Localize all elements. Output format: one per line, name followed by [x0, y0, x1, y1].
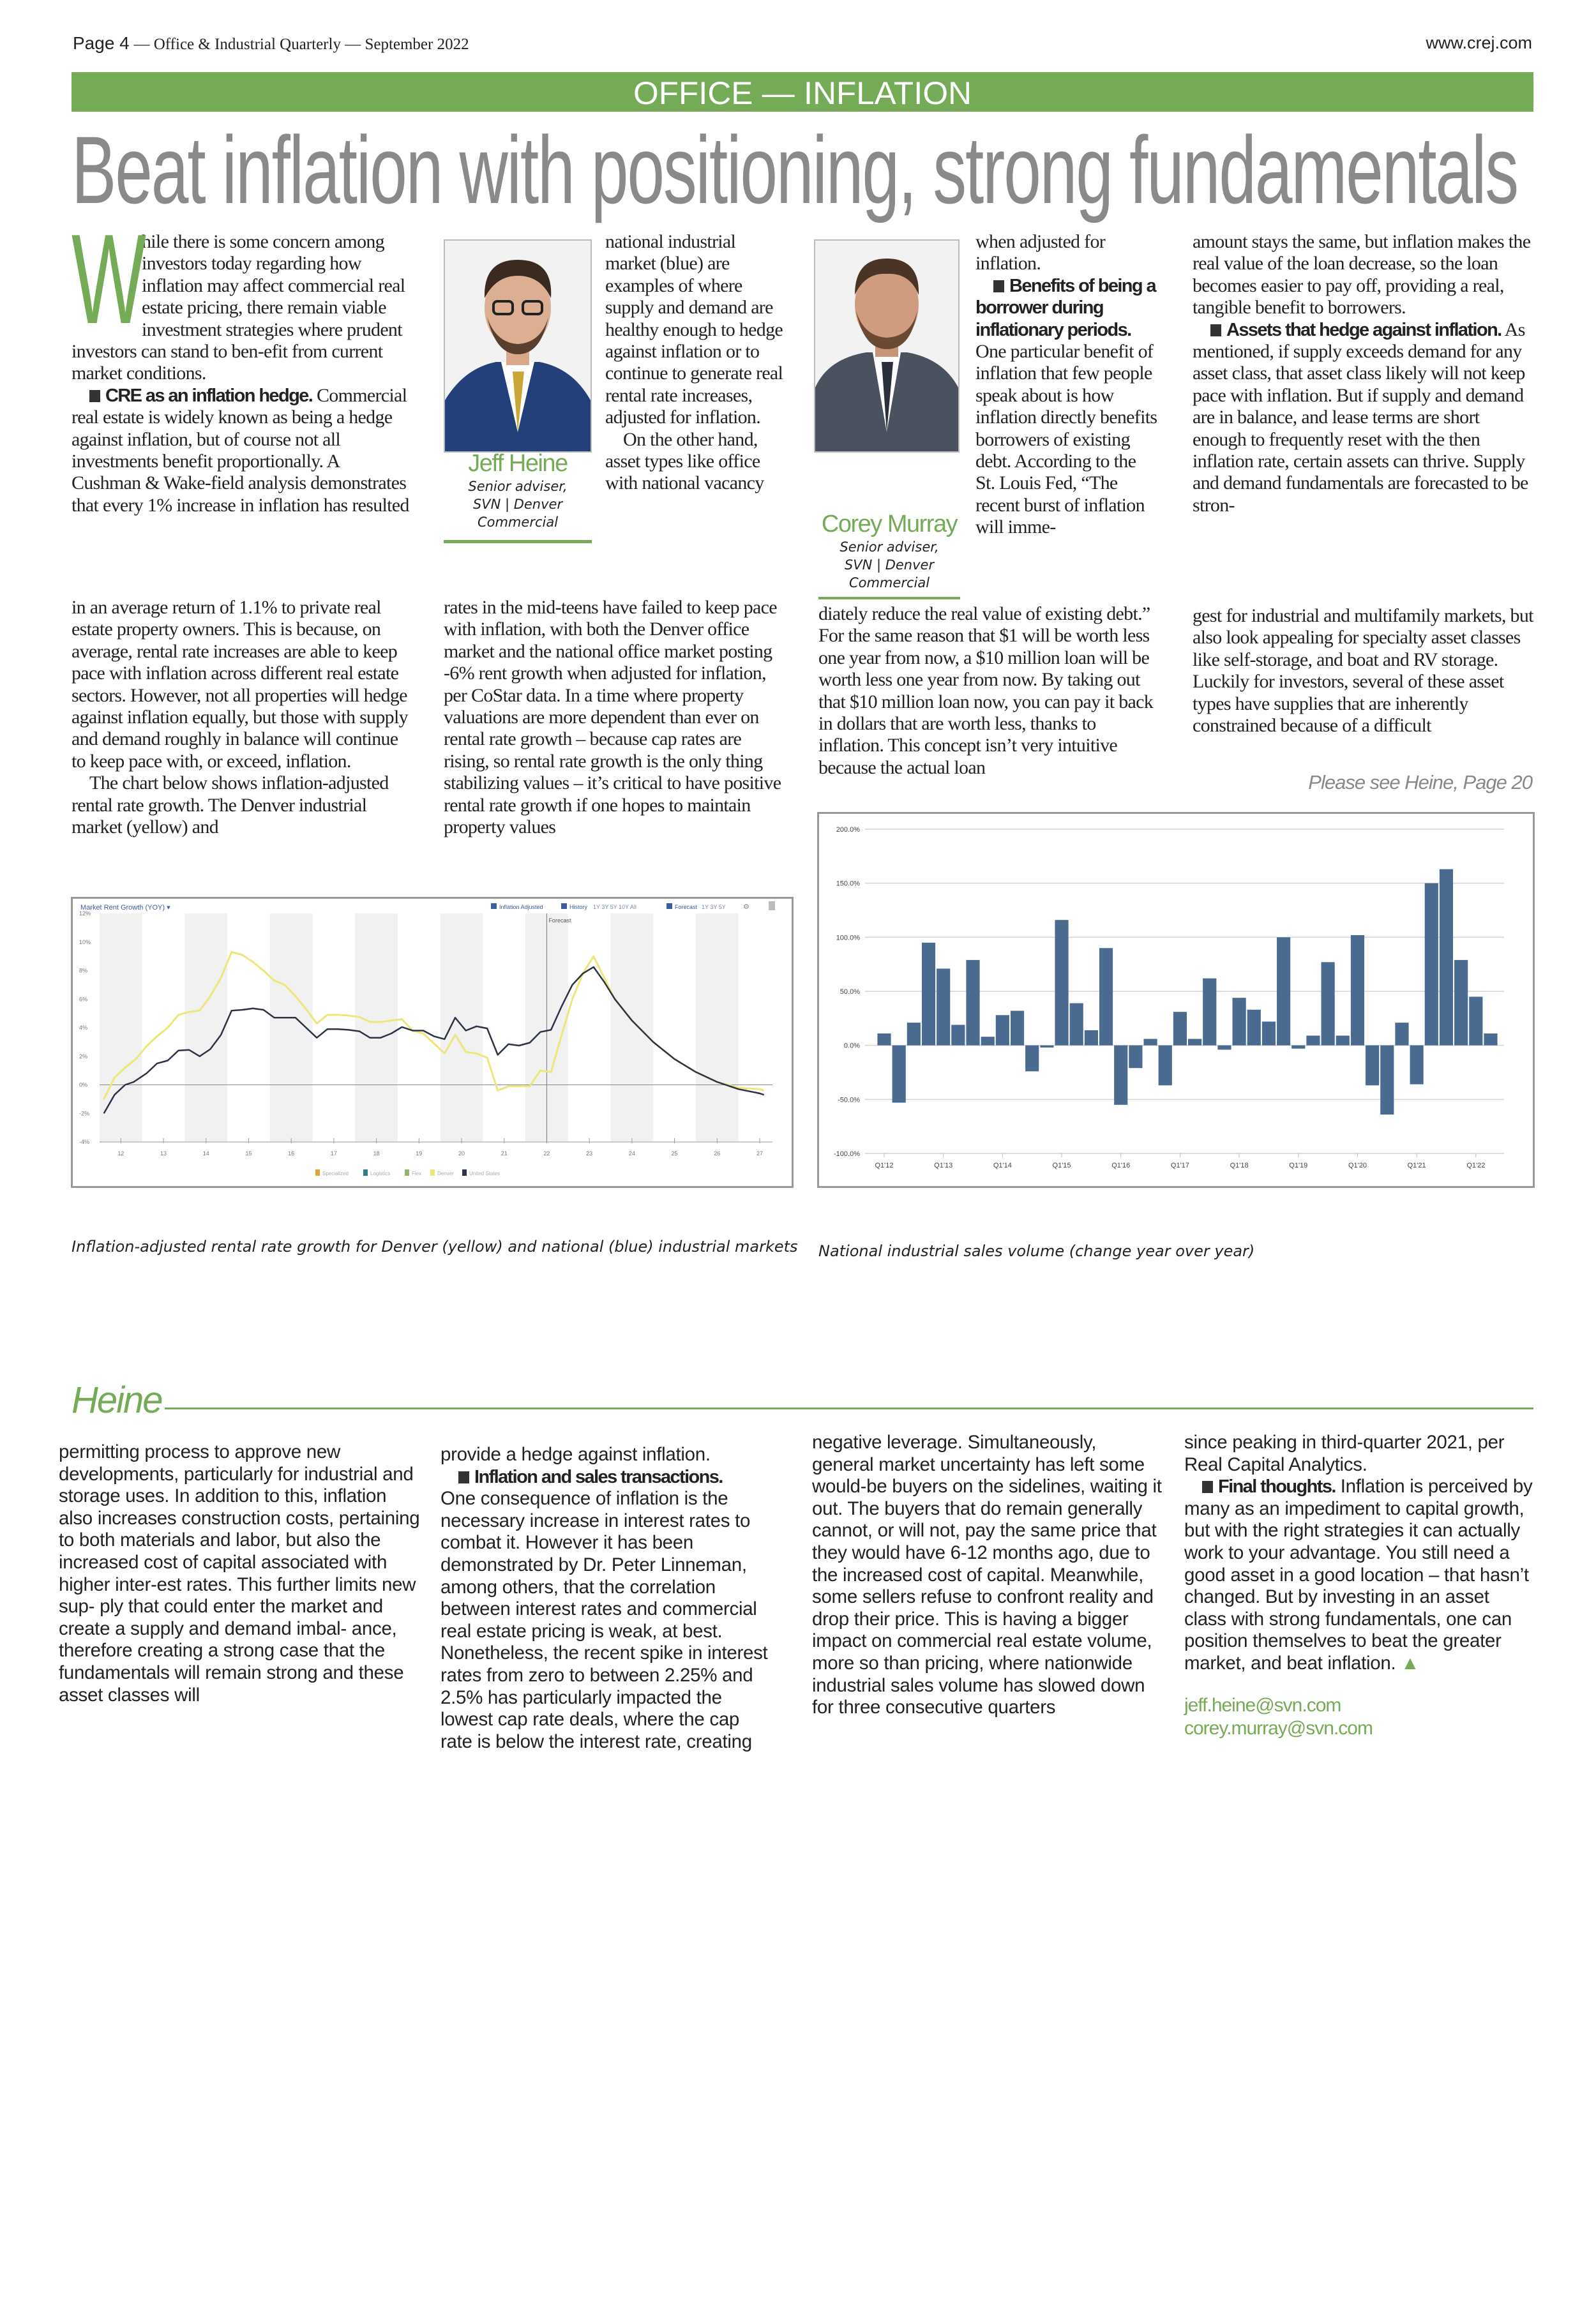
x-tick-label: Q1'12: [875, 1162, 894, 1169]
line-chart-caption: Inflation-adjusted rental rate growth for Denver (yellow) and national (blue) industrial markets: [72, 1238, 798, 1256]
checkbox-icon[interactable]: [666, 903, 672, 909]
article-column-4: [1193, 231, 1533, 516]
y-tick-label: 200.0%: [836, 826, 860, 834]
legend-swatch: [462, 1169, 467, 1176]
x-tick-label: 25: [671, 1150, 678, 1157]
forecast-label: Forecast: [548, 917, 571, 924]
paragraph: since peaking in third-quarter 2021, per Real Capital Analytics.: [1184, 1432, 1505, 1475]
article-column-5: [72, 597, 411, 838]
year-band: [100, 913, 142, 1142]
y-tick-label: 0%: [79, 1081, 88, 1088]
subhead: Inflation and sales transactions.: [474, 1466, 723, 1487]
bar-Q2'17: [1188, 1039, 1201, 1046]
bar-Q3'16: [1143, 1039, 1157, 1046]
subhead: Assets that hedge against inflation.: [1226, 319, 1502, 340]
year-band: [696, 913, 739, 1142]
continuation-column-4: [1184, 1432, 1534, 1740]
bar-Q3'18: [1262, 1021, 1276, 1045]
paragraph: One consequence of inflation is the necessary increase in interest rates to combat it. However it has been demonstrated by Dr. Peter Linneman, among others, that the correlation between interest rates and commercial real estate pricing is weak, at best. Nonetheless, the recent spike in interest rates from zero to between 2.25% and 2.5% has particularly impacted the lowest cap rate deals, where the cap rate is below the interest rate, creating: [440, 1488, 768, 1752]
x-tick-label: Q1'21: [1407, 1162, 1426, 1169]
author-photo-corey-murray: [814, 239, 960, 453]
bullet-square-icon: [1210, 324, 1221, 336]
author-title-line: Commercial: [848, 575, 930, 590]
bar-Q1'18: [1233, 998, 1246, 1046]
article-column-8: [1193, 605, 1533, 737]
website-link[interactable]: www.crej.com: [1426, 33, 1532, 52]
continuation-column-3: [812, 1432, 1162, 1719]
legend-label: United States: [469, 1171, 501, 1176]
rent-growth-line-chart: [71, 897, 794, 1188]
checkbox-icon[interactable]: [491, 903, 497, 909]
chart-controls: [491, 901, 775, 911]
legend-label: Specialized: [322, 1171, 349, 1176]
drop-cap: W: [72, 208, 146, 350]
bar-Q1'19: [1291, 1046, 1305, 1049]
paragraph: As mentioned, if supply exceeds demand for any asset class, that asset class likely will not keep pace with inflation. But if supply and demand are in balance, and lease terms are short enough to frequently reset with the then inflation rate, certain assets can thrive. Supply and demand fundamentals are forecasted to be stron-: [1193, 319, 1528, 516]
email-link-corey-murray[interactable]: corey.murray@svn.com: [1184, 1717, 1373, 1739]
paragraph: One particular benefit of inflation that few people speak about is how inflation directly benefits borrowers of existing debt. According to the St. Louis Fed, “The recent burst of inflation will imme-: [975, 341, 1157, 538]
x-tick-label: 20: [458, 1150, 465, 1157]
x-tick-label: Q1'20: [1348, 1162, 1367, 1169]
y-tick-label: 0.0%: [843, 1042, 860, 1050]
history-range-options[interactable]: 1Y 3Y 5Y 10Y All: [593, 904, 636, 910]
bar-Q4'18: [1277, 937, 1290, 1045]
bar-Q4'13: [981, 1037, 995, 1046]
bar-Q3'12: [907, 1023, 921, 1046]
bullet-square-icon: [89, 390, 100, 402]
bar-Q1'13: [937, 968, 950, 1045]
paragraph: negative leverage. Simultaneously, general market uncertainty has left some would-be buyers on the sidelines, waiting it out. The buyers that do remain generally cannot, or will not, pay the same price that they would have 6-12 months ago, due to the increased cost of capital. Meanwhile, some sellers refuse to confront reality and drop their price. This is having a bigger impact on commercial real estate volume, more so than pricing, where nationwide industrial sales volume has slowed down for three consecutive quarters: [812, 1432, 1162, 1718]
bar-Q2'12: [892, 1046, 906, 1103]
checkbox-icon[interactable]: [561, 903, 567, 909]
paragraph: permitting process to approve new developments, particularly for industrial and storage uses. In addition to this, inflation also increases construction costs, pertaining to both materials and labor, but also the increased cost of capital associated with higher inter-est rates. This further limits new sup- ply that could enter the market and create a supply and demand imbal- ance, therefore creating a strong case that the fundamentals will remain strong and these asset classes will: [59, 1441, 420, 1706]
bar-Q4'15: [1099, 948, 1113, 1045]
paragraph: when adjusted for inflation.: [975, 231, 1106, 274]
bar-Q4'14: [1040, 1046, 1053, 1047]
subhead: Benefits of being a borrower during inflationary periods.: [975, 275, 1156, 340]
paragraph: hile there is some concern among investors today regarding how inflation may affect commercial real estate pricing, there remain viable investment strategies where prudent investors can stand to ben-efit from current market conditions.: [72, 231, 405, 384]
legend-swatch: [405, 1169, 409, 1176]
x-tick-label: 23: [586, 1150, 593, 1157]
x-tick-label: 27: [756, 1150, 763, 1157]
history-toggle[interactable]: History: [569, 904, 588, 910]
publication-line: — Office & Industrial Quarterly — September 2022: [133, 36, 469, 53]
continuation-column-1: [59, 1441, 424, 1706]
x-tick-label: 19: [416, 1150, 423, 1157]
x-tick-label: Q1'18: [1230, 1162, 1249, 1169]
bar-Q3'15: [1085, 1030, 1098, 1046]
bar-Q3'21: [1440, 869, 1453, 1046]
end-triangle-icon: ▲: [1396, 1652, 1420, 1674]
subhead: Final thoughts.: [1218, 1476, 1336, 1498]
bullet-square-icon: [993, 280, 1004, 292]
legend-label: Denver: [437, 1171, 454, 1176]
y-tick-label: 6%: [79, 996, 88, 1003]
continued-on-link[interactable]: Please see Heine, Page 20: [1308, 771, 1532, 793]
paragraph: rates in the mid-teens have failed to keep pace with inflation, with both the Denver office market and the national office market posting -6% rent growth when adjusted for inflation, per CoStar data. In a time where property valuations are more dependent than ever on rental rate growth – because cap rates are rising, so rental rate growth is the only thing stabilizing values – it’s critical to have positive rental rate growth if one hopes to maintain property values: [444, 597, 781, 838]
x-tick-label: Q1'15: [1052, 1162, 1071, 1169]
bar-Q1'20: [1351, 935, 1364, 1046]
bar-Q4'20: [1395, 1023, 1408, 1046]
paragraph: provide a hedge against inflation.: [440, 1444, 711, 1465]
email-link-jeff-heine[interactable]: jeff.heine@svn.com: [1184, 1694, 1341, 1716]
article-column-1: [72, 208, 411, 516]
bar-Q2'22: [1484, 1033, 1497, 1046]
bar-Q2'13: [951, 1025, 965, 1045]
forecast-toggle[interactable]: Forecast: [675, 904, 698, 910]
bar-Q2'14: [1011, 1010, 1024, 1045]
bar-Q3'19: [1321, 962, 1335, 1045]
year-band: [611, 913, 654, 1142]
continuation-rule: [165, 1408, 1533, 1409]
article-column-2: [605, 231, 787, 495]
paragraph: On the other hand, asset types like office with national vacancy: [605, 428, 764, 494]
author-title-line: Commercial: [477, 514, 559, 530]
author-title-line: SVN | Denver: [844, 557, 935, 573]
paragraph: in an average return of 1.1% to private real estate property owners. This is because, on average, rental rate increases are able to keep pace with inflation across different real estate sectors. However, not all properties will hedge against inflation equally, but those with supply and demand roughly in balance will continue to keep pace with, or exceed, inflation.: [72, 597, 408, 772]
bullet-square-icon: [1202, 1481, 1213, 1493]
inflation-adjusted-toggle[interactable]: Inflation Adjusted: [499, 904, 543, 910]
legend-label: Flex: [412, 1171, 422, 1176]
bar-Q4'21: [1454, 960, 1468, 1046]
author-title-line: SVN | Denver: [472, 497, 563, 512]
legend-swatch: [315, 1169, 320, 1176]
x-tick-label: 22: [543, 1150, 550, 1157]
continuation-column-2: [440, 1444, 776, 1753]
x-tick-label: 24: [628, 1150, 635, 1157]
legend-swatch: [430, 1169, 435, 1176]
paragraph: amount stays the same, but inflation makes the real value of the loan decrease, so the loan becomes easier to pay off, providing a real, tangible benefit to borrowers.: [1193, 231, 1531, 319]
author-caption-jeff-heine: [444, 450, 592, 543]
forecast-range-options[interactable]: 1Y 3Y 5Y: [702, 904, 726, 910]
gear-icon[interactable]: ⚙: [743, 903, 749, 911]
bar-Q1'12: [877, 1033, 891, 1046]
bar-Q2'21: [1425, 883, 1438, 1046]
bar-Q1'16: [1114, 1046, 1127, 1105]
page-number: Page 4: [73, 33, 130, 53]
section-banner: [72, 72, 1533, 112]
headshot-photo-icon: [445, 241, 591, 451]
paragraph: The chart below shows inflation-adjusted rental rate growth. The Denver industrial market (yellow) and: [72, 772, 389, 838]
year-band: [184, 913, 227, 1142]
bar-Q4'17: [1217, 1046, 1231, 1050]
bullet-square-icon: [458, 1471, 469, 1483]
bar-Q3'14: [1025, 1046, 1039, 1072]
bar-Q1'15: [1055, 920, 1068, 1045]
paragraph: national industrial market (blue) are examples of where supply and demand are healthy enough to hedge against inflation or to continue to generate real rental rate increases, adjusted for inflation.: [605, 231, 783, 428]
x-tick-label: Q1'22: [1466, 1162, 1486, 1169]
bar-Q3'13: [966, 960, 979, 1046]
chart-title[interactable]: Market Rent Growth (YOY) ▾: [80, 904, 170, 912]
y-tick-label: 150.0%: [836, 880, 860, 888]
author-caption-corey-murray: [818, 511, 960, 599]
legend-label: Logistics: [370, 1171, 391, 1176]
y-tick-label: 8%: [79, 967, 88, 974]
x-tick-label: 14: [202, 1150, 209, 1157]
article-column-6: [444, 597, 787, 838]
bar-Q2'16: [1129, 1046, 1142, 1069]
continuation-heading: Heine: [72, 1379, 162, 1421]
x-tick-label: Q1'17: [1170, 1162, 1189, 1169]
bar-Q4'19: [1336, 1035, 1350, 1045]
author-photo-jeff-heine: [444, 239, 592, 453]
page-folio: [73, 33, 469, 54]
x-tick-label: 21: [501, 1150, 508, 1157]
headline: [72, 121, 1527, 223]
y-tick-label: 10%: [79, 938, 91, 945]
bar-Q4'16: [1159, 1046, 1172, 1086]
x-tick-label: Q1'14: [993, 1162, 1012, 1169]
x-tick-label: Q1'16: [1111, 1162, 1131, 1169]
bar-Q2'20: [1366, 1046, 1379, 1086]
y-tick-label: -100.0%: [834, 1150, 860, 1158]
x-tick-label: 13: [160, 1150, 167, 1157]
bar-Q1'14: [996, 1015, 1009, 1045]
y-tick-label: 2%: [79, 1053, 88, 1060]
author-rule: [444, 540, 592, 543]
y-tick-label: -50.0%: [838, 1096, 860, 1104]
year-band: [440, 913, 483, 1142]
author-title-line: Senior adviser,: [839, 539, 939, 555]
paragraph: Inflation is perceived by many as an impediment to capital growth, but with the right strategies it can actually work to your advantage. You still need a good asset in a good location – that hasn’t changed. But by investing in an asset class with strong fundamentals, one can position themselves to beat the greater market, and beat inflation.: [1184, 1476, 1533, 1674]
headline-text: Beat inflation with positioning, strong fundamentals: [72, 121, 1517, 223]
subhead: CRE as an inflation hedge.: [105, 385, 313, 406]
article-column-7: [818, 603, 1158, 779]
author-title-line: Senior adviser,: [468, 479, 568, 494]
author-name: Jeff Heine: [468, 450, 568, 477]
bar-Q2'18: [1247, 1010, 1261, 1046]
bar-Q1'21: [1410, 1046, 1424, 1085]
x-tick-label: Q1'19: [1289, 1162, 1308, 1169]
article-column-3: [975, 231, 1157, 539]
x-tick-label: 17: [330, 1150, 337, 1157]
legend-swatch: [363, 1169, 368, 1176]
paragraph: Commercial real estate is widely known as being a hedge against inflation, but of course not all investments benefit proportionally. A Cushman & Wake-field analysis demonstrates that every 1% increase in inflation has resulted: [72, 384, 409, 516]
bar-chart-caption: National industrial sales volume (change year over year): [818, 1242, 1255, 1260]
bar-Q2'19: [1306, 1035, 1320, 1045]
paragraph: gest for industrial and multifamily markets, but also look appealing for specialty asset classes like self-storage, and boat and RV storage. Luckily for investors, several of these asset types have supplies that are inherently constrained because of a difficult: [1193, 605, 1533, 737]
y-tick-label: 50.0%: [839, 988, 860, 996]
y-tick-label: 4%: [79, 1025, 88, 1031]
bar-Q3'17: [1203, 979, 1216, 1046]
x-tick-label: 16: [288, 1150, 295, 1157]
bar-Q3'20: [1380, 1046, 1394, 1115]
y-tick-label: 100.0%: [836, 934, 860, 942]
y-tick-label: -4%: [79, 1139, 90, 1145]
headshot-photo-icon: [815, 241, 958, 451]
x-tick-label: Q1'13: [934, 1162, 953, 1169]
x-tick-label: 26: [714, 1150, 721, 1157]
sales-volume-bar-chart: [817, 812, 1535, 1188]
section-banner-label: OFFICE — INFLATION: [633, 75, 972, 111]
bar-Q2'15: [1070, 1003, 1083, 1046]
export-icon[interactable]: [769, 901, 775, 910]
author-name: Corey Murray: [821, 511, 958, 537]
bar-Q4'12: [922, 943, 935, 1046]
bar-Q1'22: [1469, 996, 1482, 1045]
bar-Q1'17: [1173, 1012, 1187, 1045]
author-rule: [818, 597, 960, 599]
x-tick-label: 18: [373, 1150, 380, 1157]
y-tick-label: -2%: [79, 1110, 90, 1117]
y-tick-label: 12%: [79, 910, 91, 917]
x-tick-label: 15: [245, 1150, 252, 1157]
paragraph: diately reduce the real value of existing debt.” For the same reason that $1 will be worth less one year from now, a $10 million loan will be worth less one year from now. By taking out that $10 million loan now, you can pay it back in dollars that are worth less, thanks to inflation. This concept isn’t very intuitive because the actual loan: [818, 603, 1154, 778]
year-band: [355, 913, 398, 1142]
x-tick-label: 12: [117, 1150, 124, 1157]
